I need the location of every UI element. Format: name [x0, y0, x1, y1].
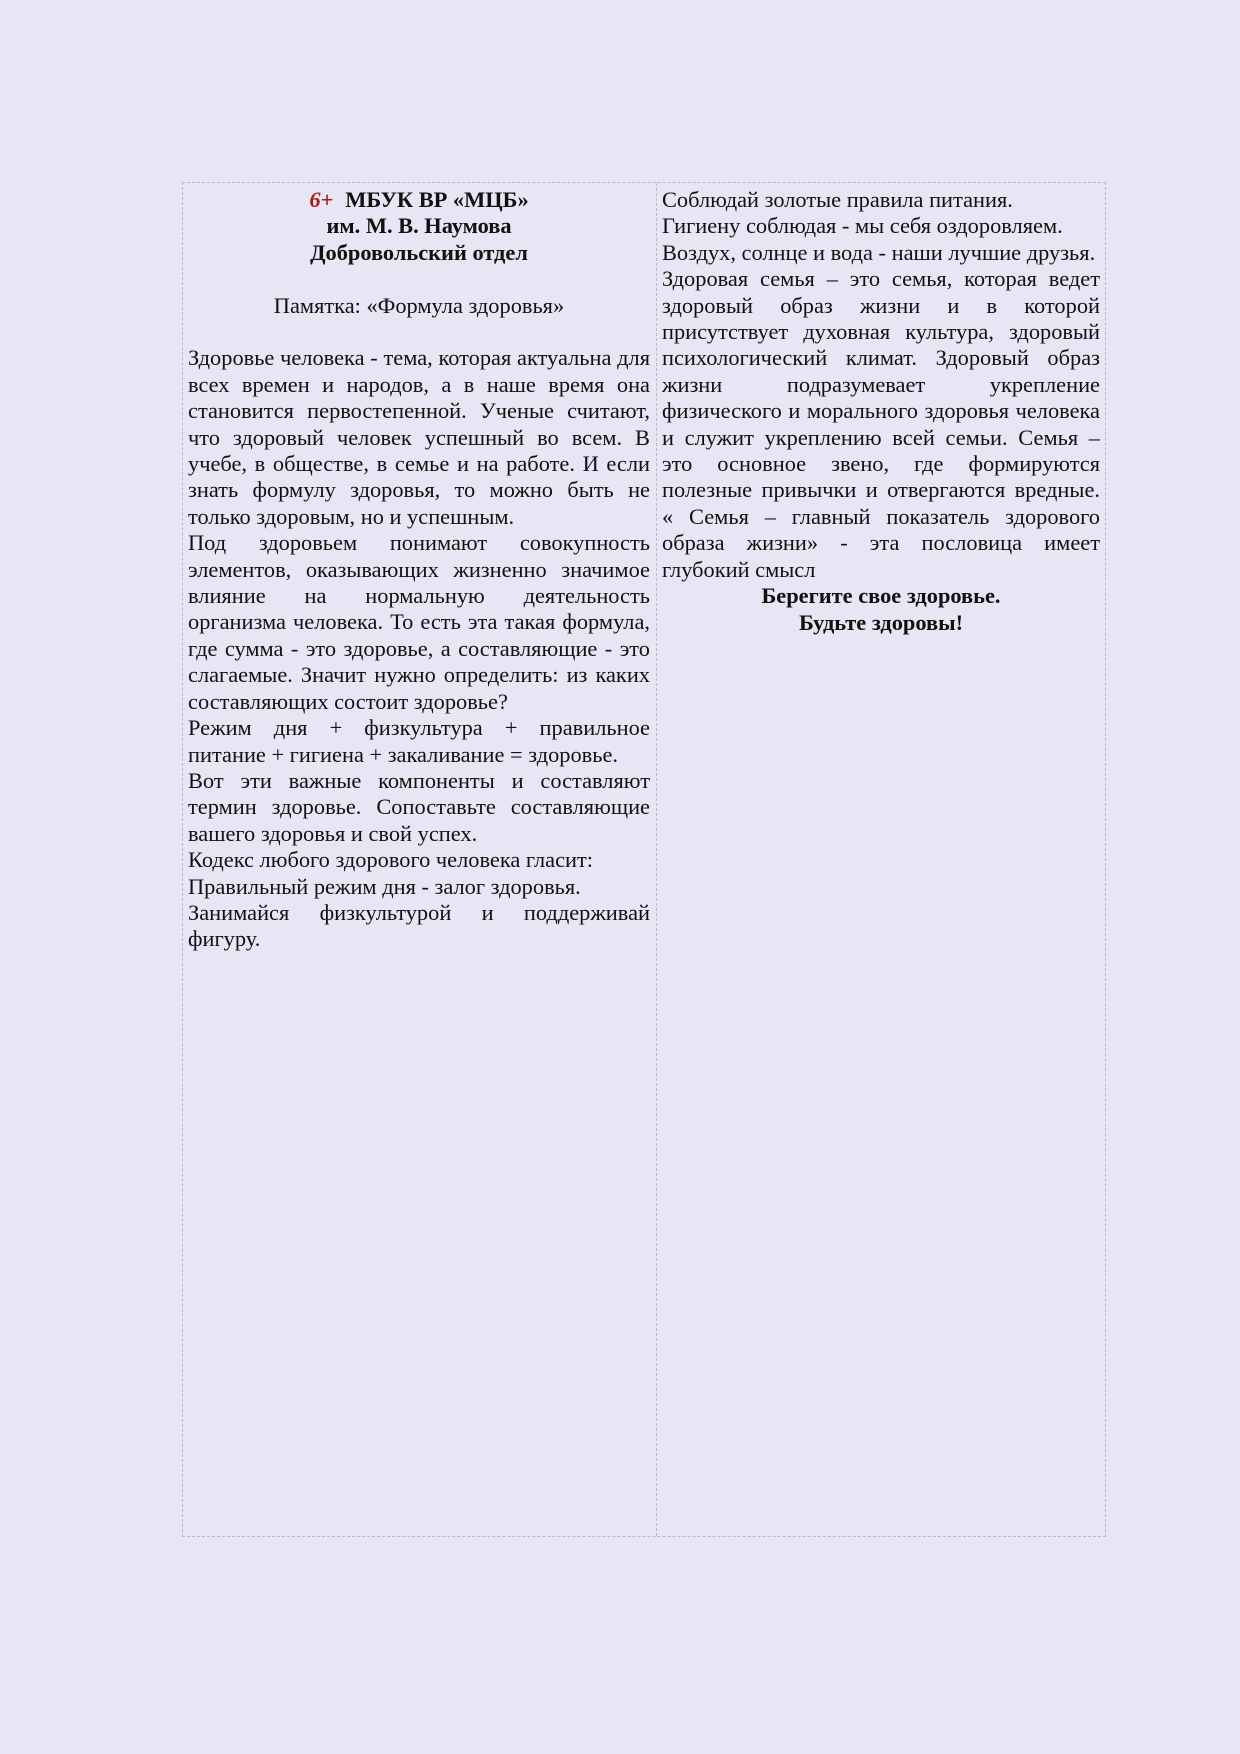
memo-title: Памятка: «Формула здоровья»	[273, 292, 565, 318]
paragraph-rule-exercise: Занимайся физкультурой и поддерживай фигуру.	[188, 899, 650, 952]
closing-line-1: Берегите свое здоровье.	[761, 583, 1001, 609]
paragraph-components: Вот эти важные компоненты и составляют термин здоровье. Сопоставьте составляющие вашего здоровья и свой успех.	[188, 767, 650, 846]
paragraph-intro: Здоровье человека - тема, которая актуальна для всех времен и народов, а в наше время она становится первостепенной. Ученые считают, что здоровый человек успешный во всем. В учебе, в обществе, в семье и на работе. И если знать формулу здоровья, то можно быть не только здоровым, но и успешным.	[188, 345, 650, 529]
paragraph-rule-nutrition: Соблюдай золотые правила питания.	[662, 187, 1013, 212]
closing-line-2: Будьте здоровы!	[798, 609, 964, 635]
leaflet-frame	[182, 182, 1106, 1537]
left-column	[188, 187, 650, 953]
paragraph-formula: Режим дня + физкультура + правильное питание + гигиена + закаливание = здоровье.	[188, 715, 650, 767]
org-line	[188, 187, 650, 213]
blank-line	[188, 319, 650, 345]
age-rating-badge: 6+	[309, 187, 334, 212]
paragraph-rule-hygiene: Гигиену соблюдая - мы себя оздоровляем.	[662, 213, 1063, 239]
org-name: МБУК ВР «МЦБ»	[345, 187, 529, 212]
column-divider	[656, 183, 657, 1536]
paragraph-codex: Кодекс любого здорового человека гласит:	[188, 847, 594, 873]
paragraph-family: Здоровая семья – это семья, которая ведет здоровый образ жизни и в которой присутствует духовная культура, здоровый психологический климат. Здоровый образ жизни подразумевает укрепление физического и морального здоровья человека и служит укреплению всей семьи. Семья – это основное звено, где формируются полезные привычки и отвергаются вредные. « Семья – главный показатель здорового образа жизни» - эта пословица имеет глубокий смысл	[662, 266, 1100, 582]
blank-line	[188, 266, 650, 292]
paragraph-rule-nature: Воздух, солнце и вода - наши лучшие друзья.	[662, 239, 1096, 265]
paragraph-rule-routine: Правильный режим дня - залог здоровья.	[188, 873, 581, 899]
right-column	[662, 187, 1100, 636]
named-after: им. М. В. Наумова	[326, 213, 512, 239]
department-name: Добровольский отдел	[310, 239, 528, 265]
paragraph-definition: Под здоровьем понимают совокупность элементов, оказывающих жизненно значимое влияние на нормальную деятельность организма человека. То есть эта такая формула, где сумма - это здоровье, а составляющие - это слагаемые. Значит нужно определить: из каких составляющих состоит здоровье?	[188, 530, 650, 714]
